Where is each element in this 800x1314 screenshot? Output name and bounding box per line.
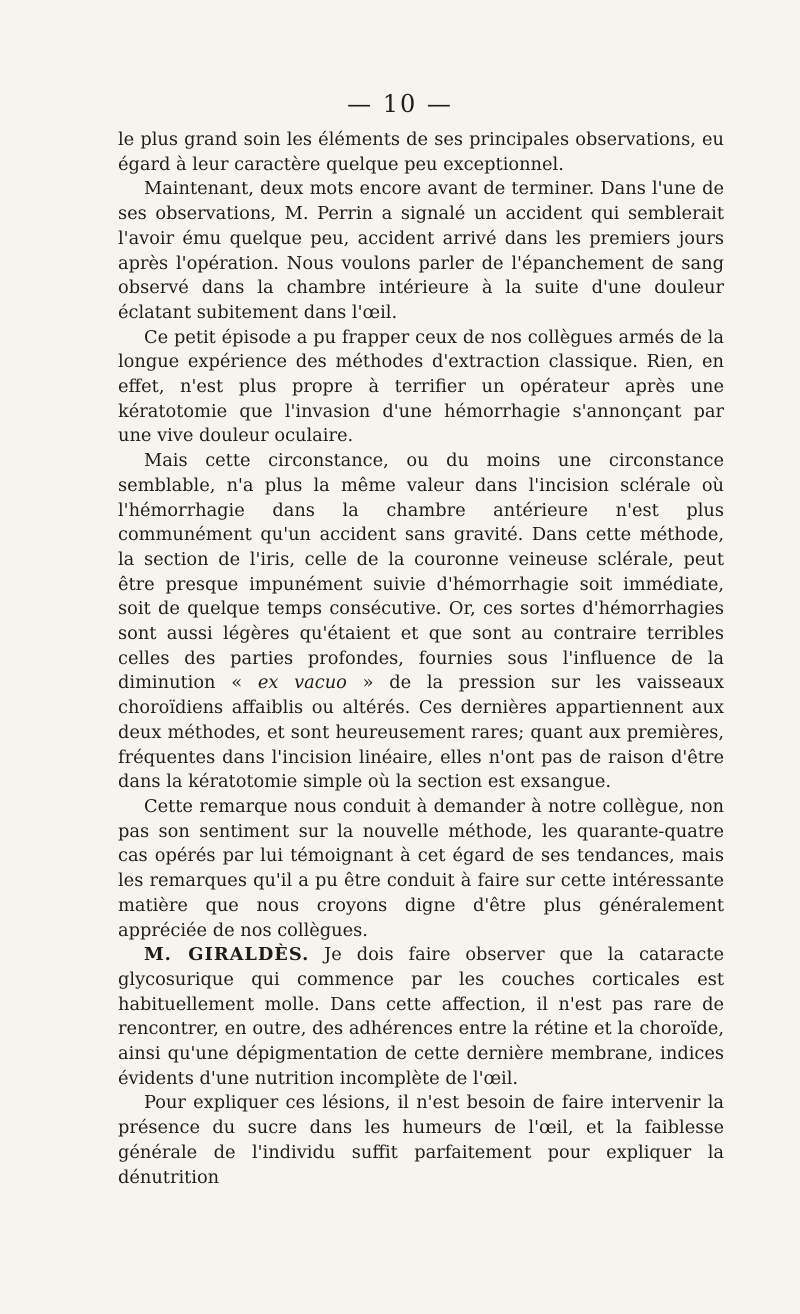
paragraph: Pour expliquer ces lésions, il n'est besoin de faire intervenir la présence du sucre dans les humeurs de l'œil, et la faiblesse générale de l'individu suffit parfaitement pour expliquer la dénutrition [118, 1092, 724, 1188]
body-text [118, 128, 724, 1190]
paragraph-text: de la pression sur les vaisseaux choroïdiens affaiblis ou altérés. Ces dernières appartiennent aux deux méthodes, et sont heureusement rares; quant aux premières, fréquentes dans l'incision linéaire, elles n'ont pas de raison d'être dans la kératotomie simple où la section est exsangue. [118, 672, 725, 793]
italic-phrase: ex vacuo [257, 672, 347, 694]
paragraph-text: Je dois faire observer que la cataracte glycosurique qui commence par les couches corticales est habituellement molle. Dans cette affection, il n'est pas rare de rencontrer, en outre, des adhérences entre la rétine et la choroïde, ainsi qu'une dépigmentation de cette dernière membrane, indices évidents d'une nutrition incomplète de l'œil. [118, 944, 724, 1089]
quote-close: » [362, 672, 374, 694]
quote-open: « [231, 672, 243, 694]
paragraph: Cette remarque nous conduit à demander à notre collègue, non pas son sentiment sur la nouvelle méthode, les quarante-quatre cas opérés par lui témoignant à cet égard de ses tendances, mais les remarques qu'il a pu être conduit à faire sur cette intéressante matière que nous croyons digne d'être plus généralement appréciée de nos collègues. [118, 795, 724, 941]
paragraph [118, 449, 724, 795]
paragraph [118, 943, 724, 1091]
paragraph: Ce petit épisode a pu frapper ceux de nos collègues armés de la longue expérience des méthodes d'extraction classique. Rien, en effet, n'est plus propre à terrifier un opérateur après une kératotomie que l'invasion d'une hémorrhagie s'annonçant par une vive douleur oculaire. [118, 326, 724, 447]
paragraph: le plus grand soin les éléments de ses principales observations, eu égard à leur caractère quelque peu exceptionnel. [118, 129, 724, 175]
paragraph: Maintenant, deux mots encore avant de terminer. Dans l'une de ses observations, M. Perrin a signalé un accident qui semblerait l'avoir ému quelque peu, accident arrivé dans les premiers jours après l'opération. Nous voulons parler de l'épanchement de sang observé dans la chambre intérieure à la suite d'une douleur éclatant subitement dans l'œil. [118, 178, 724, 323]
page-number: — 10 — [347, 90, 453, 118]
paragraph-text: Mais cette circonstance, ou du moins une circonstance semblable, n'a plus la même valeur dans l'incision sclérale où l'hémorrhagie dans la chambre antérieure n'est plus communément qu'un accident sans gravité. Dans cette méthode, la section de l'iris, celle de la couronne veineuse sclérale, peut être presque impunément suivie d'hémorrhagie soit immédiate, soit de quelque temps consécutive. Or, ces sortes d'hémorrhagies sont aussi légères qu'étaient et que sont au contraire terribles celles des parties profondes, fournies sous l'influence de la diminution [118, 450, 724, 694]
speaker-name: M. GIRALDÈS. [144, 944, 310, 966]
